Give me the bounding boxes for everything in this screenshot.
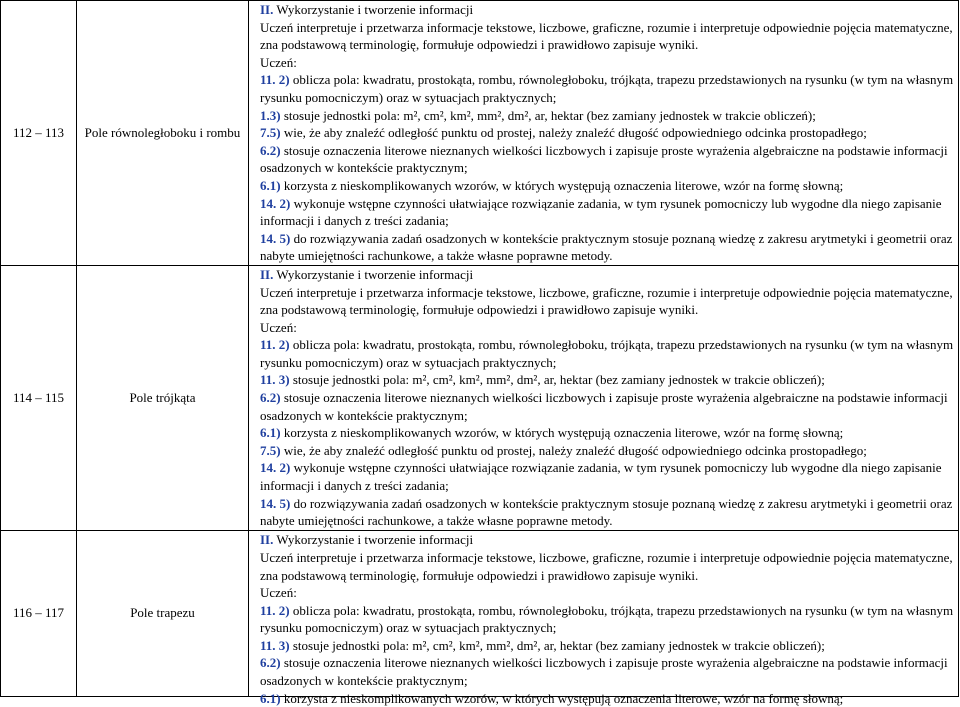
requirement-code: 1.3)	[260, 107, 281, 123]
section-title: Wykorzystanie i tworzenie informacji	[276, 2, 474, 17]
requirement-item	[260, 195, 954, 230]
requirement-item	[260, 71, 954, 106]
section-intro: Uczeń interpretuje i przetwarza informacje tekstowe, liczbowe, graficzne, rozumie i interpretuje odpowiednie pojęcia matematyczne, zna podstawową terminologię, formułuje odpowiedzi i prawidłowo zapisuje wyniki.	[260, 284, 953, 318]
requirement-text: wie, że aby znaleźć odległość punktu od prostej, należy znaleźć długość odpowiedniego odcinka prostopadłego;	[283, 442, 867, 458]
requirement-item	[260, 459, 954, 494]
requirement-code: 6.1)	[260, 690, 281, 706]
requirement-code: 11. 3)	[260, 637, 290, 653]
requirement-text: oblicza pola: kwadratu, prostokąta, rombu, równoległoboku, trójkąta, trapezu przedstawionych na rysunku (w tym na własnym rysunku pomocniczym) oraz w sytuacjach praktycznych;	[260, 72, 954, 105]
requirement-text: stosuje oznaczenia literowe nieznanych wielkości liczbowych i zapisuje proste wyrażenia algebraiczne na podstawie informacji osadzonych w kontekście praktycznym;	[260, 142, 948, 176]
requirement-text: stosuje oznaczenia literowe nieznanych wielkości liczbowych i zapisuje proste wyrażenia algebraiczne na podstawie informacji osadzonych w kontekście praktycznym;	[260, 390, 948, 423]
requirement-text: do rozwiązywania zadań osadzonych w kontekście praktycznym stosuje poznaną wiedzę z zakresu arytmetyki i geometrii oraz nabyte umiejętności rachunkowe, a także własne poprawne metody.	[260, 495, 953, 529]
requirement-code: 11. 2)	[260, 602, 290, 618]
section-heading	[260, 531, 954, 549]
section-roman: II.	[260, 266, 274, 282]
requirements-cell	[249, 1, 959, 266]
requirement-item	[260, 424, 954, 442]
requirement-code: 6.2)	[260, 655, 281, 671]
requirement-item	[260, 177, 954, 195]
lesson-topic: Pole równoległoboku i rombu	[77, 1, 249, 266]
requirement-text: korzysta z nieskomplikowanych wzorów, w których występują oznaczenia literowe, wzór na formę słowną;	[283, 177, 844, 193]
section-title: Wykorzystanie i tworzenie informacji	[276, 266, 474, 282]
requirement-text: korzysta z nieskomplikowanych wzorów, w których występują oznaczenia literowe, wzór na formę słowną;	[283, 425, 844, 441]
student-label: Uczeń:	[260, 585, 297, 601]
requirement-item	[260, 230, 954, 265]
section-intro: Uczeń interpretuje i przetwarza informacje tekstowe, liczbowe, graficzne, rozumie i interpretuje odpowiednie pojęcia matematyczne, zna podstawową terminologię, formułuje odpowiedzi i prawidłowo zapisuje wyniki.	[260, 549, 953, 583]
requirement-item	[260, 124, 954, 142]
requirement-code: 14. 2)	[260, 195, 291, 211]
student-label: Uczeń:	[260, 54, 297, 70]
requirement-text: stosuje jednostki pola: m², cm², km², mm², dm², ar, hektar (bez zamiany jednostek w trakcie obliczeń);	[292, 372, 825, 388]
requirement-text: oblicza pola: kwadratu, prostokąta, rombu, równoległoboku, trójkąta, trapezu przedstawionych na rysunku (w tym na własnym rysunku pomocniczym) oraz w sytuacjach praktycznych;	[260, 602, 954, 636]
requirement-code: 14. 5)	[260, 495, 291, 511]
requirement-code: 11. 2)	[260, 337, 290, 353]
lesson-numbers: 114 – 115	[1, 265, 77, 530]
requirement-item	[260, 389, 954, 424]
lesson-topic: Pole trapezu	[77, 530, 249, 696]
requirement-text: wykonuje wstępne czynności ułatwiające rozwiązanie zadania, w tym rysunek pomocniczy lub wygodne dla niego zapisanie informacji i danych z treści zadania;	[260, 195, 942, 229]
requirement-item	[260, 371, 954, 389]
requirement-code: 6.1)	[260, 177, 281, 193]
lesson-numbers: 112 – 113	[1, 1, 77, 266]
table-row	[1, 1, 959, 266]
section-heading	[260, 266, 954, 284]
lesson-numbers: 116 – 117	[1, 530, 77, 696]
requirement-item	[260, 654, 954, 689]
requirement-code: 11. 3)	[260, 372, 290, 388]
requirement-item	[260, 336, 954, 371]
section-roman: II.	[260, 2, 274, 17]
requirement-text: stosuje jednostki pola: m², cm², km², mm², dm², ar, hektar (bez zamiany jednostek w trakcie obliczeń);	[283, 107, 816, 123]
requirement-text: wie, że aby znaleźć odległość punktu od prostej, należy znaleźć długość odpowiedniego odcinka prostopadłego;	[283, 125, 867, 141]
requirement-item	[260, 142, 954, 177]
section-intro: Uczeń interpretuje i przetwarza informacje tekstowe, liczbowe, graficzne, rozumie i interpretuje odpowiednie pojęcia matematyczne, zna podstawową terminologię, formułuje odpowiedzi i prawidłowo zapisuje wyniki.	[260, 19, 953, 53]
requirement-item	[260, 602, 954, 637]
student-label: Uczeń:	[260, 319, 297, 335]
requirement-text: stosuje oznaczenia literowe nieznanych wielkości liczbowych i zapisuje proste wyrażenia algebraiczne na podstawie informacji osadzonych w kontekście praktycznym;	[260, 655, 948, 689]
requirement-item	[260, 637, 954, 655]
lesson-topic: Pole trójkąta	[77, 265, 249, 530]
requirement-text: stosuje jednostki pola: m², cm², km², mm², dm², ar, hektar (bez zamiany jednostek w trakcie obliczeń);	[292, 637, 825, 653]
requirements-block	[260, 531, 954, 706]
requirement-code: 7.5)	[260, 125, 281, 141]
section-roman: II.	[260, 532, 274, 548]
requirements-block	[260, 1, 954, 265]
requirement-item	[260, 107, 954, 125]
requirements-cell	[249, 530, 959, 706]
section-heading	[260, 1, 954, 19]
requirement-code: 14. 2)	[260, 460, 291, 476]
requirement-text: korzysta z nieskomplikowanych wzorów, w których występują oznaczenia literowe, wzór na formę słowną;	[283, 690, 844, 706]
requirement-code: 7.5)	[260, 442, 281, 458]
requirement-code: 6.2)	[260, 390, 281, 406]
requirement-item	[260, 690, 954, 707]
requirement-text: do rozwiązywania zadań osadzonych w kontekście praktycznym stosuje poznaną wiedzę z zakresu arytmetyki i geometrii oraz nabyte umiejętności rachunkowe, a także własne poprawne metody.	[260, 230, 953, 264]
table-row	[1, 265, 959, 530]
table-row	[1, 530, 959, 696]
requirement-text: wykonuje wstępne czynności ułatwiające rozwiązanie zadania, w tym rysunek pomocniczy lub wygodne dla niego zapisanie informacji i danych z treści zadania;	[260, 460, 942, 494]
requirement-item	[260, 495, 954, 530]
requirement-code: 11. 2)	[260, 72, 290, 88]
section-title: Wykorzystanie i tworzenie informacji	[276, 532, 474, 548]
requirement-text: oblicza pola: kwadratu, prostokąta, rombu, równoległoboku, trójkąta, trapezu przedstawionych na rysunku (w tym na własnym rysunku pomocniczym) oraz w sytuacjach praktycznych;	[260, 337, 954, 370]
requirements-cell	[249, 265, 959, 530]
requirement-code: 6.2)	[260, 142, 281, 158]
requirement-code: 6.1)	[260, 425, 281, 441]
requirements-block	[260, 266, 954, 530]
requirement-item	[260, 442, 954, 460]
requirement-code: 14. 5)	[260, 230, 291, 246]
